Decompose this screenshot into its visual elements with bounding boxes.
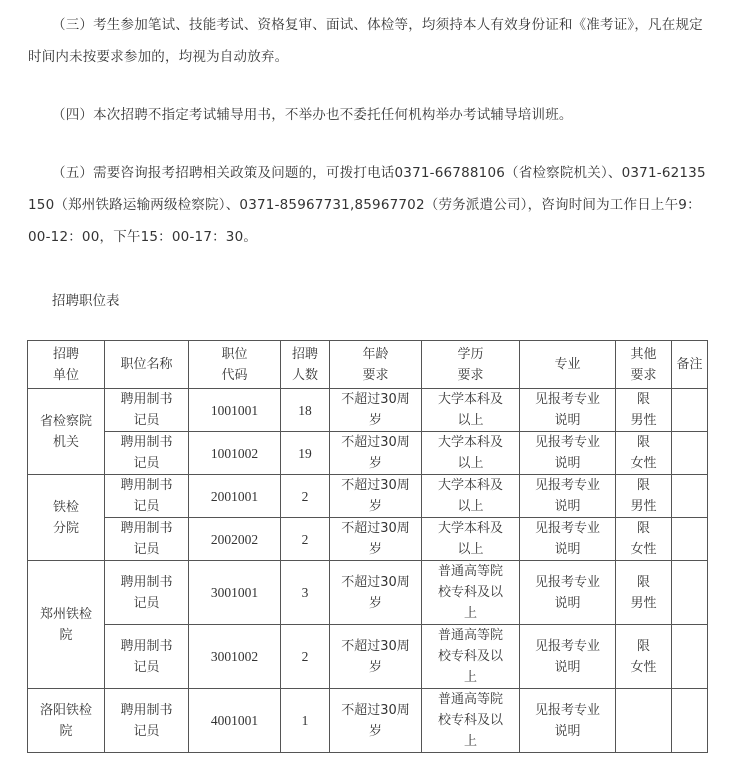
count-cell: 2 [281, 518, 330, 561]
count-cell: 2 [281, 475, 330, 518]
age-cell: 不超过30周 岁 [330, 475, 422, 518]
code-cell: 3001001 [189, 561, 281, 625]
remark-cell [672, 389, 708, 432]
table-row [28, 389, 708, 432]
header-major: 专业 [520, 341, 616, 389]
position-cell: 聘用制书 记员 [105, 689, 189, 753]
paragraph-item-3: （三）考生参加笔试、技能考试、资格复审、面试、体检等，均须持本人有效身份证和《准考证》，凡在规定时间内未按要求参加的，均视为自动放弃。 [28, 17, 703, 65]
education-cell: 普通高等院 校专科及以 上 [422, 625, 520, 689]
other-cell: 限 男性 [616, 389, 672, 432]
position-cell: 聘用制书 记员 [105, 561, 189, 625]
header-position: 职位名称 [105, 341, 189, 389]
header-remark: 备注 [672, 341, 708, 389]
code-cell: 2001001 [189, 475, 281, 518]
header-age: 年龄 要求 [330, 341, 422, 389]
major-cell: 见报考专业 说明 [520, 475, 616, 518]
header-education: 学历 要求 [422, 341, 520, 389]
table-row [28, 475, 708, 518]
count-cell: 18 [281, 389, 330, 432]
table-row [28, 518, 708, 561]
age-cell: 不超过30周 岁 [330, 432, 422, 475]
education-cell: 普通高等院 校专科及以 上 [422, 561, 520, 625]
major-cell: 见报考专业 说明 [520, 432, 616, 475]
unit-cell: 洛阳铁检 院 [28, 689, 105, 753]
recruitment-positions-table [27, 340, 708, 753]
remark-cell [672, 561, 708, 625]
remark-cell [672, 689, 708, 753]
age-cell: 不超过30周 岁 [330, 518, 422, 561]
header-unit: 招聘 单位 [28, 341, 105, 389]
education-cell: 大学本科及 以上 [422, 432, 520, 475]
education-cell: 大学本科及 以上 [422, 389, 520, 432]
header-count: 招聘 人数 [281, 341, 330, 389]
major-cell: 见报考专业 说明 [520, 625, 616, 689]
code-cell: 4001001 [189, 689, 281, 753]
table-row [28, 561, 708, 625]
header-other: 其他 要求 [616, 341, 672, 389]
unit-cell: 省检察院 机关 [28, 389, 105, 475]
education-cell: 大学本科及 以上 [422, 518, 520, 561]
remark-cell [672, 475, 708, 518]
count-cell: 3 [281, 561, 330, 625]
age-cell: 不超过30周 岁 [330, 389, 422, 432]
major-cell: 见报考专业 说明 [520, 689, 616, 753]
position-cell: 聘用制书 记员 [105, 389, 189, 432]
major-cell: 见报考专业 说明 [520, 561, 616, 625]
table-row [28, 689, 708, 753]
position-cell: 聘用制书 记员 [105, 432, 189, 475]
major-cell: 见报考专业 说明 [520, 518, 616, 561]
code-cell: 2002002 [189, 518, 281, 561]
unit-cell: 铁检 分院 [28, 475, 105, 561]
paragraph-item-5: （五）需要咨询报考招聘相关政策及问题的，可拨打电话0371-66788106（省检察院机关）、0371-62135150（郑州铁路运输两级检察院）、0371-85967731,85967702（劳务派遣公司），咨询时间为工作日上午9：00-12：00，下午15：00-17：30。 [28, 165, 706, 245]
position-cell: 聘用制书 记员 [105, 518, 189, 561]
other-cell: 限 女性 [616, 432, 672, 475]
code-cell: 3001002 [189, 625, 281, 689]
other-cell [616, 689, 672, 753]
table-row [28, 625, 708, 689]
table-title: 招聘职位表 [52, 293, 120, 309]
code-cell: 1001002 [189, 432, 281, 475]
remark-cell [672, 432, 708, 475]
age-cell: 不超过30周 岁 [330, 561, 422, 625]
position-cell: 聘用制书 记员 [105, 475, 189, 518]
major-cell: 见报考专业 说明 [520, 389, 616, 432]
count-cell: 19 [281, 432, 330, 475]
age-cell: 不超过30周 岁 [330, 625, 422, 689]
education-cell: 普通高等院 校专科及以 上 [422, 689, 520, 753]
count-cell: 2 [281, 625, 330, 689]
remark-cell [672, 625, 708, 689]
paragraph-item-4: （四）本次招聘不指定考试辅导用书，不举办也不委托任何机构举办考试辅导培训班。 [52, 107, 573, 123]
education-cell: 大学本科及 以上 [422, 475, 520, 518]
remark-cell [672, 518, 708, 561]
other-cell: 限 男性 [616, 561, 672, 625]
header-code: 职位 代码 [189, 341, 281, 389]
age-cell: 不超过30周 岁 [330, 689, 422, 753]
other-cell: 限 男性 [616, 475, 672, 518]
table-row [28, 432, 708, 475]
unit-cell: 郑州铁检 院 [28, 561, 105, 689]
other-cell: 限 女性 [616, 518, 672, 561]
position-cell: 聘用制书 记员 [105, 625, 189, 689]
count-cell: 1 [281, 689, 330, 753]
code-cell: 1001001 [189, 389, 281, 432]
table-header-row [28, 341, 708, 389]
other-cell: 限 女性 [616, 625, 672, 689]
